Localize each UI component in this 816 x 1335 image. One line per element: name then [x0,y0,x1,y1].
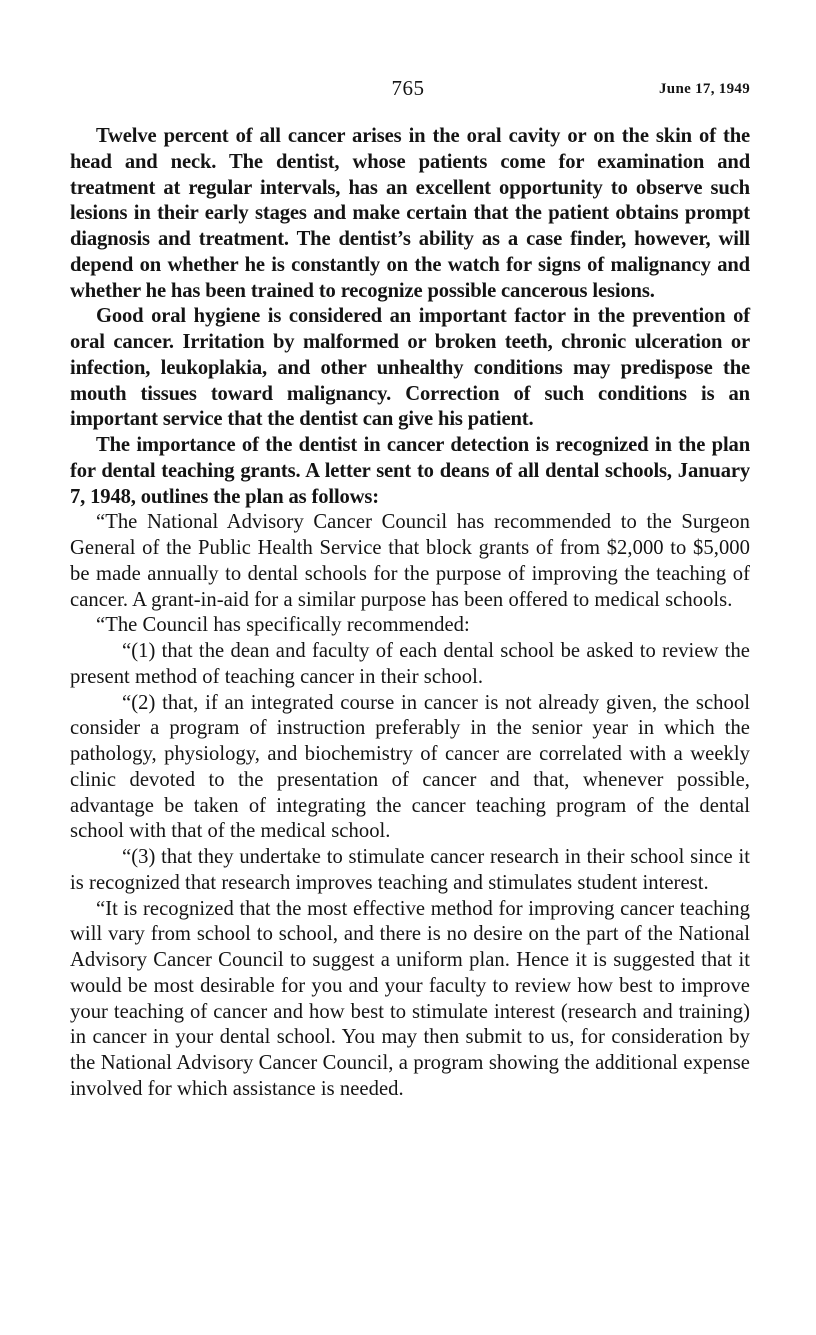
quote-closing-paragraph: “It is recognized that the most effective method for improving cancer teaching will vary from school to school, and there is no desire on the part of the National Advisory Cancer Council to suggest a uniform plan. Hence it is suggested that it would be most desirable for you and your faculty to review how best to improve your teaching of cancer and how best to stimulate interest (research and training) in cancer in your dental school. You may then submit to us, for consideration by the National Advisory Cancer Council, a program showing the additional expense involved for which assistance is needed. [70,897,750,1100]
paragraph-dental-teaching-grants: The importance of the dentist in cancer detection is recognized in the plan for dental teaching grants. A letter sent to deans of all dental schools, January 7, 1948, outlines the plan as follows: [70,434,750,508]
quote-council-recommendation: “The National Advisory Cancer Council has recommended to the Surgeon General of the Public Health Service that block grants of from $2,000 to $5,000 be made annually to dental schools for the purpose of improving the teaching of cancer. A grant-in-aid for a similar purpose has been offered to medical schools. [70,511,750,611]
quote-item-1: “(1) that the dean and faculty of each dental school be asked to review the present method of teaching cancer in their school. [70,640,750,688]
quote-item-2: “(2) that, if an integrated course in cancer is not already given, the school consider a program of instruction preferably in the senior year in which the pathology, physiology, and biochemistry of cancer are correlated with a weekly clinic devoted to the presentation of cancer and that, whenever possible, advantage be taken of integrating the cancer teaching program of the dental school with that of the medical school. [70,691,750,843]
paragraph-oral-hygiene: Good oral hygiene is considered an important factor in the prevention of oral cancer. Irritation by malformed or broken teeth, chronic ulceration or infection, leukoplakia, and other unhealthy conditions may predispose the mouth tissues toward malignancy. Correction of such conditions is an important service that the dentist can give his patient. [70,305,750,431]
body-text [70,124,750,1103]
quote-council-specifics-intro: “The Council has specifically recommended: [96,614,470,637]
quote-item-3: “(3) that they undertake to stimulate cancer research in their school since it is recognized that research improves teaching and stimulates student interest. [70,846,750,894]
page-date: June 17, 1949 [659,81,750,97]
page-number: 765 [391,76,425,100]
paragraph-oral-cancer-incidence: Twelve percent of all cancer arises in the oral cavity or on the skin of the head and neck. The dentist, whose patients come for examination and treatment at regular intervals, has an excellent opportunity to observe such lesions in their early stages and make certain that the patient obtains prompt diagnosis and treatment. The dentist’s ability as a case finder, however, will depend on whether he is constantly on the watch for signs of malignancy and whether he has been trained to recognize possible cancerous lesions. [70,125,750,302]
